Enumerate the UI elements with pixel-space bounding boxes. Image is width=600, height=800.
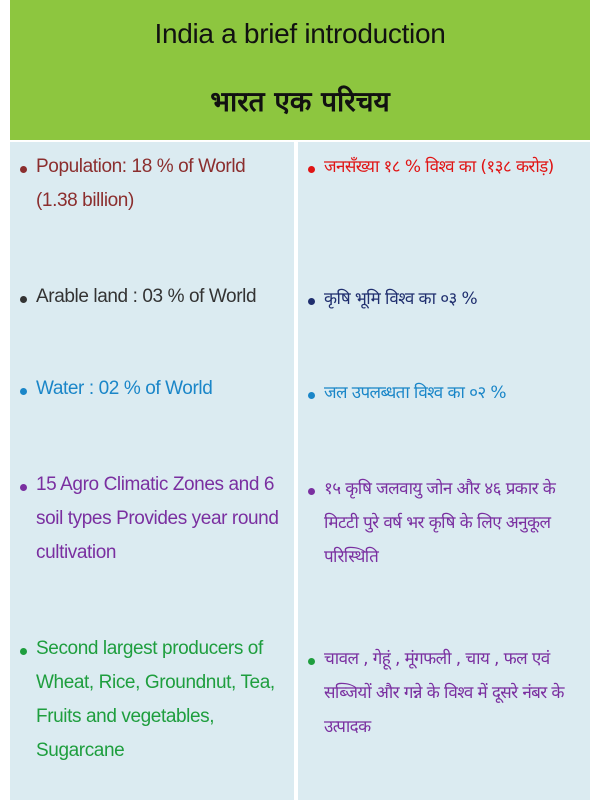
bullet-icon <box>308 298 315 305</box>
bullet-icon <box>20 648 27 655</box>
bullet-icon <box>20 166 27 173</box>
producers-text: Second largest producers of Wheat, Rice, Groundnut, Tea, Fruits and vegetables, Sugarcane <box>36 638 275 761</box>
hindi-column <box>298 142 590 800</box>
arable-land-item <box>20 286 282 314</box>
population-item-hindi <box>308 156 578 184</box>
agro-zones-text: 15 Agro Climatic Zones and 6 soil types Provides year round cultivation <box>36 474 279 563</box>
water-item-hindi <box>308 382 578 410</box>
agro-zones-text-hindi: १५ कृषि जलवायु जोन और ४६ प्रकार के मिटटी पुरे वर्ष भर कृषि के लिए अनुकूल परिस्थिति <box>324 479 556 567</box>
title-banner <box>10 0 590 140</box>
producers-item-hindi <box>308 648 580 744</box>
water-item <box>20 378 282 406</box>
bullet-icon <box>308 392 315 399</box>
population-item <box>20 156 282 218</box>
english-column <box>10 142 294 800</box>
arable-land-text: Arable land : 03 % of World <box>36 286 257 307</box>
title-hindi: भारत एक परिचय <box>210 85 390 118</box>
agro-zones-item-hindi <box>308 478 580 574</box>
bullet-icon <box>308 488 315 495</box>
title-english: India a brief introduction <box>154 18 446 49</box>
water-text-hindi: जल उपलब्धता विश्व का ०२ % <box>324 383 506 403</box>
bullet-icon <box>20 296 27 303</box>
producers-text-hindi: चावल , गेहूं , मूंगफली , चाय , फल एवं सब्जियों और गन्ने के विश्व में दूसरे नंबर के उत्पादक <box>324 649 564 737</box>
bullet-icon <box>308 658 315 665</box>
arable-land-item-hindi <box>308 288 578 316</box>
agro-zones-item <box>20 474 288 570</box>
population-text: Population: 18 % of World (1.38 billion) <box>36 156 246 211</box>
bullet-icon <box>308 166 315 173</box>
water-text: Water : 02 % of World <box>36 378 213 399</box>
bullet-icon <box>20 484 27 491</box>
bullet-icon <box>20 388 27 395</box>
arable-land-text-hindi: कृषि भूमि विश्व का ०३ % <box>324 289 478 309</box>
producers-item <box>20 638 288 768</box>
population-text-hindi: जनसँख्या १८ % विश्व का (१३८ करोड़) <box>324 157 554 177</box>
